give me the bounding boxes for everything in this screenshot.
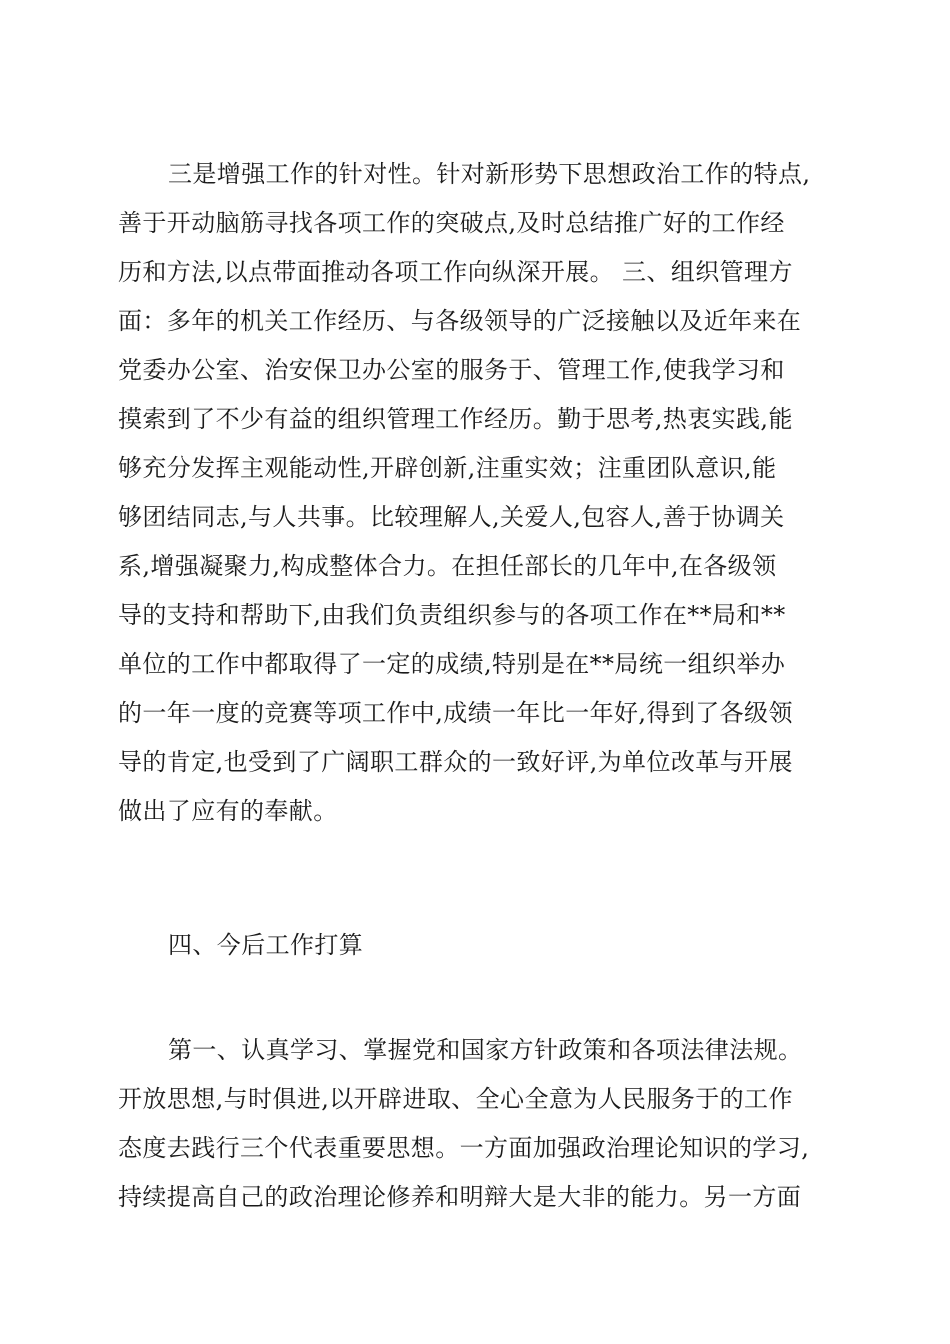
paragraph-line: 系,增强凝聚力,构成整体合力。在担任部长的几年中,在各级领: [118, 552, 777, 580]
paragraph-line: 导的支持和帮助下,由我们负责组织参与的各项工作在**局和**: [118, 601, 786, 629]
paragraph-line: 导的肯定,也受到了广阔职工群众的一致好评,为单位改革与开展: [118, 748, 793, 776]
paragraph-line: 面：多年的机关工作经历、与各级领导的广泛接触以及近年来在: [118, 307, 802, 335]
paragraph-line: 的一年一度的竞赛等项工作中,成绩一年比一年好,得到了各级领: [118, 699, 793, 727]
paragraph-line: 善于开动脑筋寻找各项工作的突破点,及时总结推广好的工作经: [118, 209, 785, 237]
paragraph-line: 三是增强工作的针对性。针对新形势下思想政治工作的特点,: [168, 160, 811, 188]
paragraph-line: 够充分发挥主观能动性,开辟创新,注重实效；注重团队意识,能: [118, 454, 777, 482]
paragraph-line: 单位的工作中都取得了一定的成绩,特别是在**局统一组织举办: [118, 650, 786, 678]
paragraph-line: 开放思想,与时俱进,以开辟进取、全心全意为人民服务于的工作: [118, 1085, 793, 1113]
paragraph-line: 持续提高自己的政治理论修养和明辩大是大非的能力。另一方面: [118, 1183, 802, 1211]
paragraph-line: 够团结同志,与人共事。比较理解人,关爱人,包容人,善于协调关: [118, 503, 785, 531]
paragraph-line: 态度去践行三个代表重要思想。一方面加强政治理论知识的学习,: [118, 1134, 810, 1162]
section-heading: 四、今后工作打算: [168, 931, 364, 959]
paragraph-line: 历和方法,以点带面推动各项工作向纵深开展。 三、组织管理方: [118, 258, 793, 286]
paragraph-line: 摸索到了不少有益的组织管理工作经历。勤于思考,热衷实践,能: [118, 405, 793, 433]
paragraph-line: 第一、认真学习、掌握党和国家方针政策和各项法律法规。: [168, 1036, 803, 1064]
paragraph-line: 党委办公室、治安保卫办公室的服务于、管理工作,使我学习和: [118, 356, 785, 384]
paragraph-line: 做出了应有的奉献。: [118, 797, 338, 825]
